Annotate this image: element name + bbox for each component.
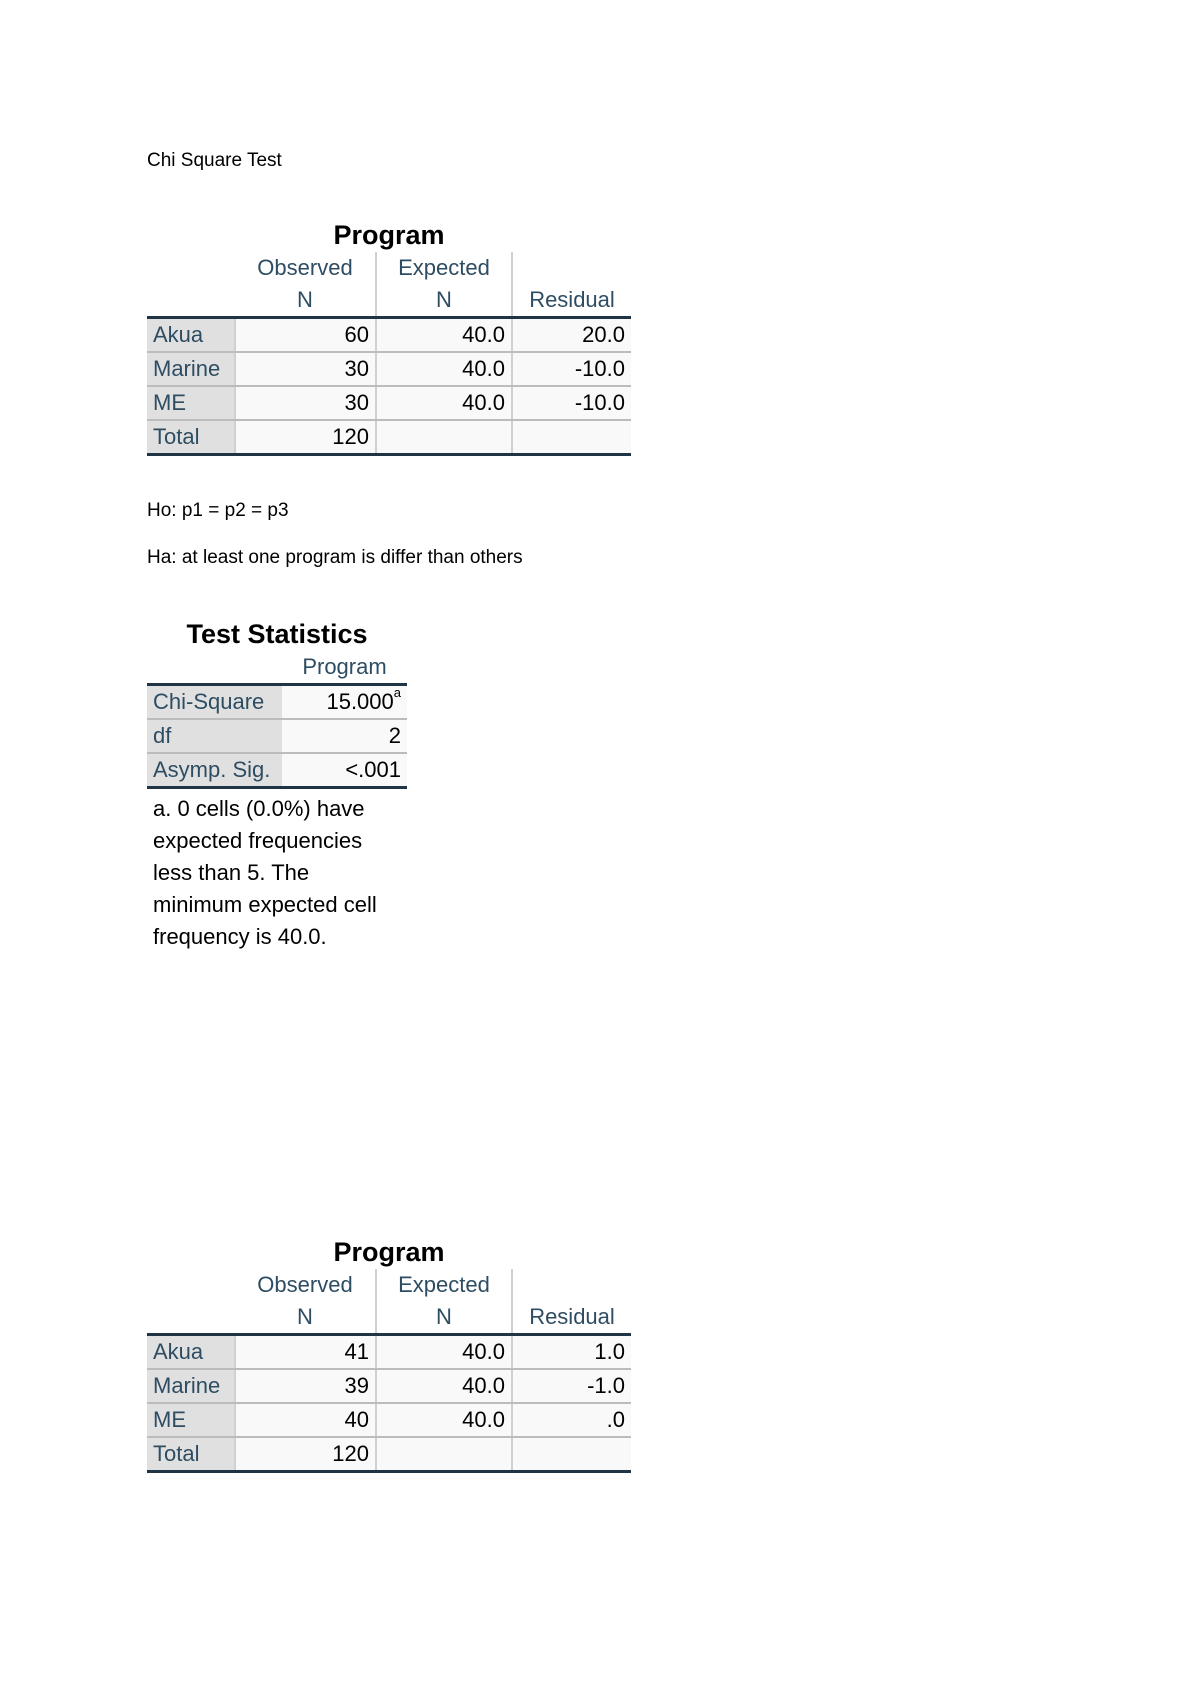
table-row-total (147, 420, 631, 455)
table-row (147, 1369, 631, 1403)
row-label: ME (147, 386, 235, 420)
table-row (147, 1403, 631, 1437)
row-label: Asymp. Sig. (147, 753, 282, 788)
col-header-observed-n: N (235, 284, 376, 318)
program-frequency-table-1 (147, 218, 631, 456)
value-cell: 2 (282, 719, 407, 753)
table-title: Program (333, 220, 445, 250)
residual-cell (512, 1437, 631, 1472)
col-header-residual: Residual (512, 1301, 631, 1335)
residual-cell: -1.0 (512, 1369, 631, 1403)
expected-cell: 40.0 (376, 352, 512, 386)
table-row (147, 685, 407, 720)
expected-cell: 40.0 (376, 1335, 512, 1370)
row-label: Total (147, 1437, 235, 1472)
table-title: Test Statistics (186, 619, 368, 649)
table-row (147, 318, 631, 353)
footnote-marker: a (393, 685, 401, 700)
residual-cell (512, 420, 631, 455)
table-row (147, 352, 631, 386)
table-title: Program (333, 1237, 445, 1267)
observed-cell: 30 (235, 352, 376, 386)
observed-cell: 120 (235, 420, 376, 455)
table-row-total (147, 1437, 631, 1472)
col-header-program: Program (282, 651, 407, 685)
observed-cell: 60 (235, 318, 376, 353)
col-header-expected-n: N (376, 284, 512, 318)
row-label: Total (147, 420, 235, 455)
table-row (147, 719, 407, 753)
observed-cell: 39 (235, 1369, 376, 1403)
expected-cell: 40.0 (376, 1403, 512, 1437)
col-header-observed: Observed (235, 252, 376, 284)
table-row (147, 1335, 631, 1370)
col-header-observed: Observed (235, 1269, 376, 1301)
col-header-observed-n: N (235, 1301, 376, 1335)
document-heading: Chi Square Test (147, 150, 282, 171)
value-cell (282, 685, 407, 720)
chi-square-value: 15.000 (326, 689, 394, 714)
col-header-expected-n: N (376, 1301, 512, 1335)
table-row (147, 753, 407, 788)
expected-cell: 40.0 (376, 386, 512, 420)
row-label: df (147, 719, 282, 753)
col-header-expected: Expected (376, 1269, 512, 1301)
row-label: Marine (147, 352, 235, 386)
row-label: ME (147, 1403, 235, 1437)
observed-cell: 30 (235, 386, 376, 420)
residual-cell: -10.0 (512, 386, 631, 420)
row-label: Marine (147, 1369, 235, 1403)
observed-cell: 41 (235, 1335, 376, 1370)
row-label: Chi-Square (147, 685, 282, 720)
residual-cell: .0 (512, 1403, 631, 1437)
residual-cell: 20.0 (512, 318, 631, 353)
residual-cell: 1.0 (512, 1335, 631, 1370)
col-header-residual: Residual (512, 284, 631, 318)
program-frequency-table-2 (147, 1235, 631, 1473)
expected-cell: 40.0 (376, 318, 512, 353)
table-row (147, 386, 631, 420)
value-cell: <.001 (282, 753, 407, 788)
null-hypothesis: Ho: p1 = p2 = p3 (147, 500, 289, 521)
expected-cell (376, 1437, 512, 1472)
observed-cell: 40 (235, 1403, 376, 1437)
alternative-hypothesis: Ha: at least one program is differ than others (147, 547, 523, 568)
row-label: Akua (147, 318, 235, 353)
expected-cell: 40.0 (376, 1369, 512, 1403)
observed-cell: 120 (235, 1437, 376, 1472)
residual-cell: -10.0 (512, 352, 631, 386)
row-label: Akua (147, 1335, 235, 1370)
test-statistics-table (147, 617, 407, 953)
col-header-expected: Expected (376, 252, 512, 284)
table-footnote: a. 0 cells (0.0%) have expected frequencies less than 5. The minimum expected cell frequency is 40.0. (153, 796, 377, 949)
expected-cell (376, 420, 512, 455)
